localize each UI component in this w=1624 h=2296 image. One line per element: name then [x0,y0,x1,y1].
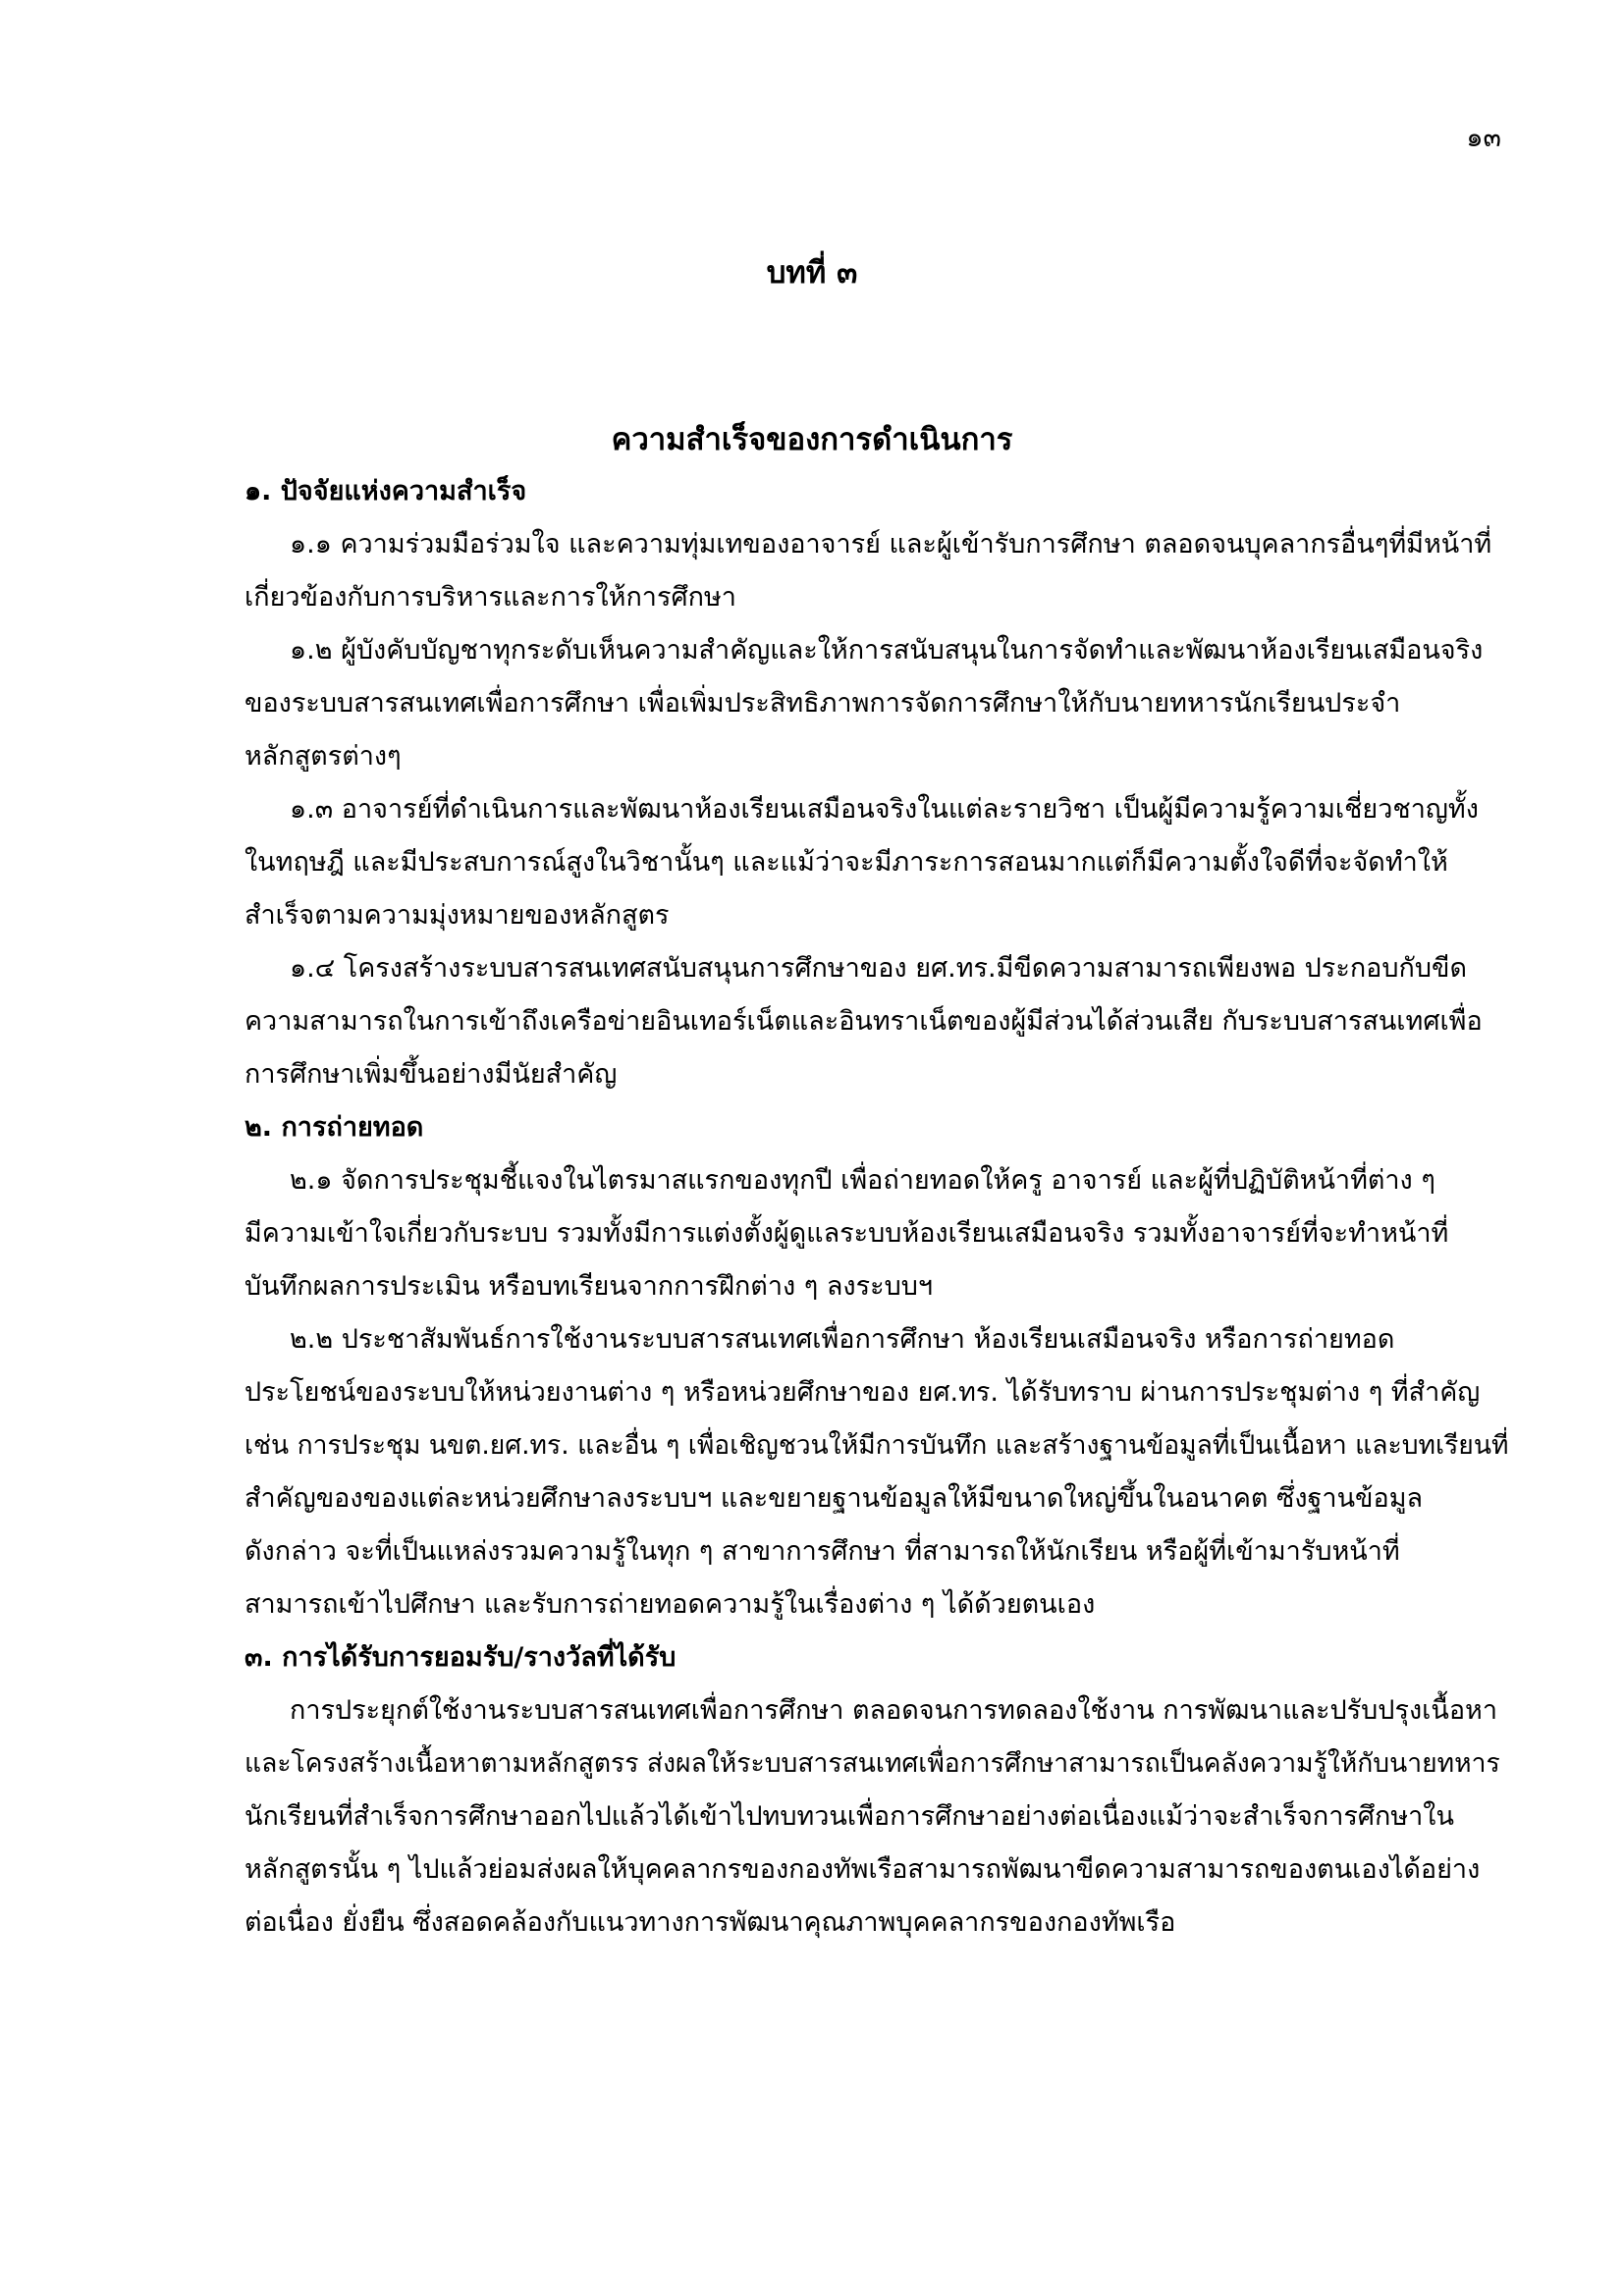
paragraph-line: หลักสูตรต่างๆ [244,741,402,772]
paragraph-line: ความสามารถในการเข้าถึงเครือข่ายอินเทอร์เน็ตและอินทราเน็ตของผู้มีส่วนได้ส่วนเสีย กับระบบสารสนเทศเพื่อ [244,1006,1483,1037]
paragraph-line: สำเร็จตามความมุ่งหมายของหลักสูตร [244,900,670,931]
paragraph-line: ประโยชน์ของระบบให้หน่วยงานต่าง ๆ หรือหน่วยศึกษาของ ยศ.ทร. ได้รับทราบ ผ่านการประชุมต่าง ๆ ที่สำคัญ [244,1377,1481,1408]
chapter-title: บทที่ ๓ [766,255,858,291]
section-heading: ๒. การถ่ายทอด [244,1112,424,1143]
paragraph-line: ๒.๒ ประชาสัมพันธ์การใช้งานระบบสารสนเทศเพื่อการศึกษา ห้องเรียนเสมือนจริง หรือการถ่ายทอด [290,1324,1395,1355]
chapter-subtitle: ความสำเร็จของการดำเนินการ [611,422,1013,457]
section-heading: ๑. ปัจจัยแห่งความสำเร็จ [244,476,527,507]
paragraph-line: ของระบบสารสนเทศเพื่อการศึกษา เพื่อเพิ่มประสิทธิภาพการจัดการศึกษาให้กับนายทหารนักเรียนประจำ [244,688,1401,719]
paragraph-line: สามารถเข้าไปศึกษา และรับการถ่ายทอดความรู้ในเรื่องต่าง ๆ ได้ด้วยตนเอง [244,1589,1096,1620]
paragraph-line: ดังกล่าว จะที่เป็นแหล่งรวมความรู้ในทุก ๆ สาขาการศึกษา ที่สามารถให้นักเรียน หรือผู้ที่เข้ามารับหน้าที่ [244,1536,1400,1567]
document-body [244,465,1511,1949]
paragraph-line: สำคัญของของแต่ละหน่วยศึกษาลงระบบฯ และขยายฐานข้อมูลให้มีขนาดใหญ่ขึ้นในอนาคต ซึ่งฐานข้อมูล [244,1483,1424,1514]
paragraph-line: ต่อเนื่อง ยั่งยืน ซึ่งสอดคล้องกับแนวทางการพัฒนาคุณภาพบุคคลากรของกองทัพเรือ [244,1907,1176,1938]
paragraph-line: บันทึกผลการประเมิน หรือบทเรียนจากการฝึกต่าง ๆ ลงระบบฯ [244,1271,934,1302]
paragraph-line: ในทฤษฎี และมีประสบการณ์สูงในวิชานั้นๆ และแม้ว่าจะมีภาระการสอนมากแต่ก็มีความตั้งใจดีที่จะจัดทำให้ [244,847,1448,878]
paragraph-line: และโครงสร้างเนื้อหาตามหลักสูตรร ส่งผลให้ระบบสารสนเทศเพื่อการศึกษาสามารถเป็นคลังความรู้ให้กับนายทหาร [244,1748,1500,1779]
paragraph-line: ๑.๑ ความร่วมมือร่วมใจ และความทุ่มเทของอาจารย์ และผู้เข้ารับการศึกษา ตลอดจนบุคลากรอื่นๆที่มีหน้าที่ [290,529,1492,560]
paragraph-line: ๑.๔ โครงสร้างระบบสารสนเทศสนับสนุนการศึกษาของ ยศ.ทร.มีขีดความสามารถเพียงพอ ประกอบกับขีด [290,953,1467,984]
paragraph-line: ๑.๓ อาจารย์ที่ดำเนินการและพัฒนาห้องเรียนเสมือนจริงในแต่ละรายวิชา เป็นผู้มีความรู้ความเชี่ยวชาญทั้ง [290,794,1479,825]
paragraph-line: การประยุกต์ใช้งานระบบสารสนเทศเพื่อการศึกษา ตลอดจนการทดลองใช้งาน การพัฒนาและปรับปรุงเนื้อหา [290,1695,1497,1726]
paragraph-line: ๑.๒ ผู้บังคับบัญชาทุกระดับเห็นความสำคัญและให้การสนับสนุนในการจัดทำและพัฒนาห้องเรียนเสมือนจริง [290,635,1484,666]
section-heading: ๓. การได้รับการยอมรับ/รางวัลที่ได้รับ [244,1642,677,1673]
paragraph-line: เกี่ยวข้องกับการบริหารและการให้การศึกษา [244,582,736,613]
page-number: ๑๓ [1466,123,1501,153]
paragraph-line: ๒.๑ จัดการประชุมชี้แจงในไตรมาสแรกของทุกปี เพื่อถ่ายทอดให้ครู อาจารย์ และผู้ที่ปฏิบัติหน้าที่ต่าง ๆ [290,1165,1435,1196]
paragraph-line: นักเรียนที่สำเร็จการศึกษาออกไปแล้วได้เข้าไปทบทวนเพื่อการศึกษาอย่างต่อเนื่องแม้ว่าจะสำเร็จการศึกษาใน [244,1801,1454,1832]
paragraph-line: เช่น การประชุม นขต.ยศ.ทร. และอื่น ๆ เพื่อเชิญชวนให้มีการบันทึก และสร้างฐานข้อมูลที่เป็นเนื้อหา และบทเรียนที่ [244,1430,1509,1461]
paragraph-line: หลักสูตรนั้น ๆ ไปแล้วย่อมส่งผลให้บุคคลากรของกองทัพเรือสามารถพัฒนาขีดความสามารถของตนเองได้อย่าง [244,1854,1481,1885]
paragraph-line: มีความเข้าใจเกี่ยวกับระบบ รวมทั้งมีการแต่งตั้งผู้ดูแลระบบห้องเรียนเสมือนจริง รวมทั้งอาจารย์ที่จะทำหน้าที่ [244,1218,1449,1249]
paragraph-line: การศึกษาเพิ่มขึ้นอย่างมีนัยสำคัญ [244,1059,618,1090]
